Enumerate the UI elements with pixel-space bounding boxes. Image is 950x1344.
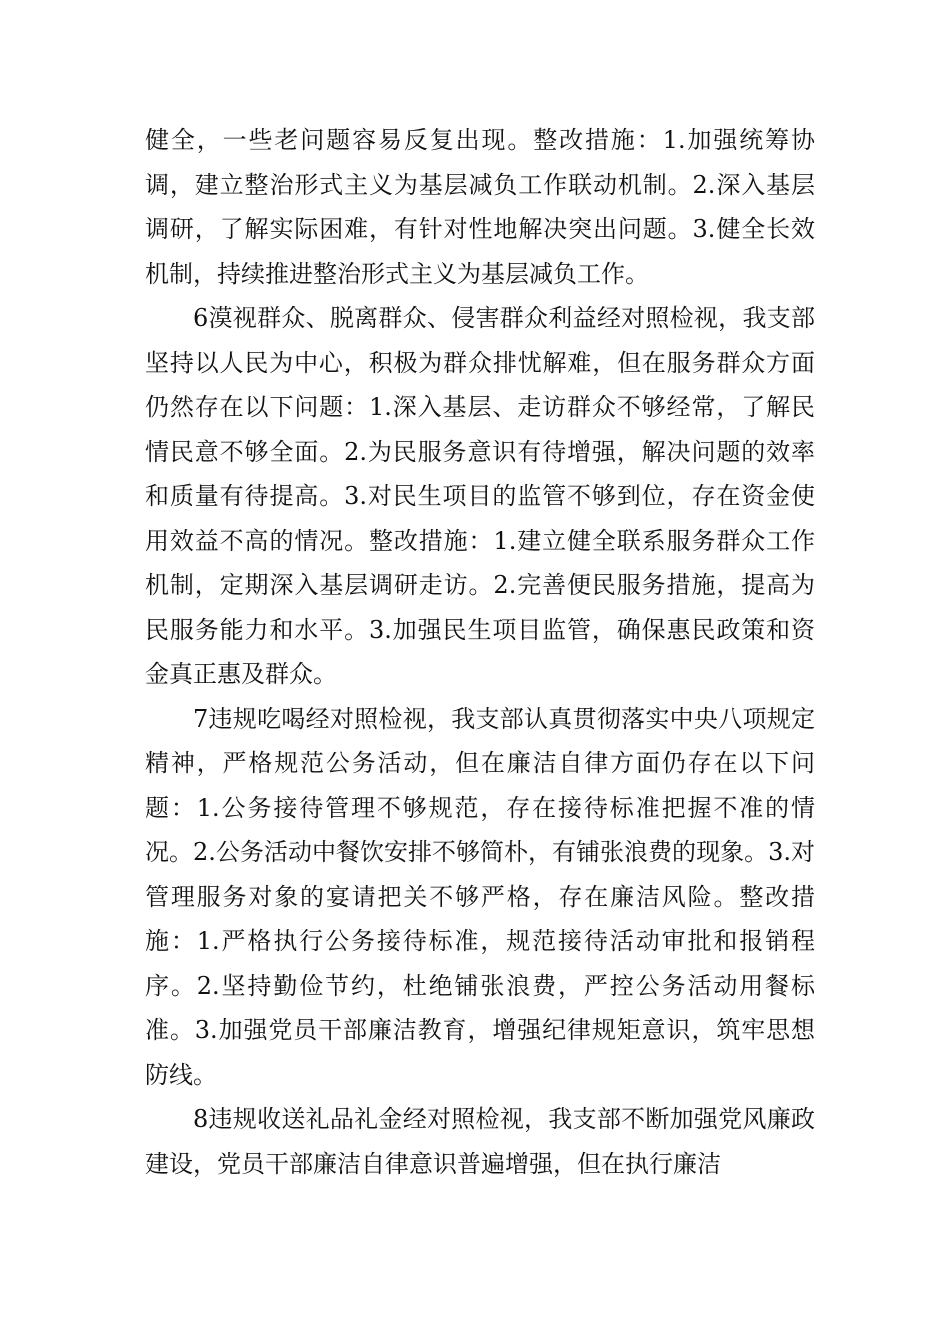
paragraph-continuation: 健全，一些老问题容易反复出现。整改措施：1.加强统筹协调，建立整治形式主义为基层减负工作联动机制。2.深入基层调研，了解实际困难，有针对性地解决突出问题。3.健全长效机制，持续推进整治形式主义为基层减负工作。: [145, 126, 815, 288]
paragraph-item-7: 7违规吃喝经对照检视，我支部认真贯彻落实中央八项规定精神，严格规范公务活动，但在廉洁自律方面仍存在以下问题：1.公务接待管理不够规范，存在接待标准把握不准的情况。2.公务活动中餐饮安排不够简朴，有铺张浪费的现象。3.对管理服务对象的宴请把关不够严格，存在廉洁风险。整改措施：1.严格执行公务接待标准，规范接待活动审批和报销程序。2.坚持勤俭节约，杜绝铺张浪费，严控公务活动用餐标准。3.加强党员干部廉洁教育，增强纪律规矩意识，筑牢思想防线。: [145, 704, 815, 1089]
paragraph-item-6: 6漠视群众、脱离群众、侵害群众利益经对照检视，我支部坚持以人民为中心，积极为群众排忧解难，但在服务群众方面仍然存在以下问题：1.深入基层、走访群众不够经常，了解民情民意不够全面。2.为民服务意识有待增强，解决问题的效率和质量有待提高。3.对民生项目的监管不够到位，存在资金使用效益不高的情况。整改措施：1.建立健全联系服务群众工作机制，定期深入基层调研走访。2.完善便民服务措施，提高为民服务能力和水平。3.加强民生项目监管，确保惠民政策和资金真正惠及群众。: [145, 304, 815, 688]
paragraph-item-8: 8违规收送礼品礼金经对照检视，我支部不断加强党风廉政建设，党员干部廉洁自律意识普遍增强，但在执行廉洁: [145, 1105, 815, 1178]
document-body: [145, 118, 815, 1186]
